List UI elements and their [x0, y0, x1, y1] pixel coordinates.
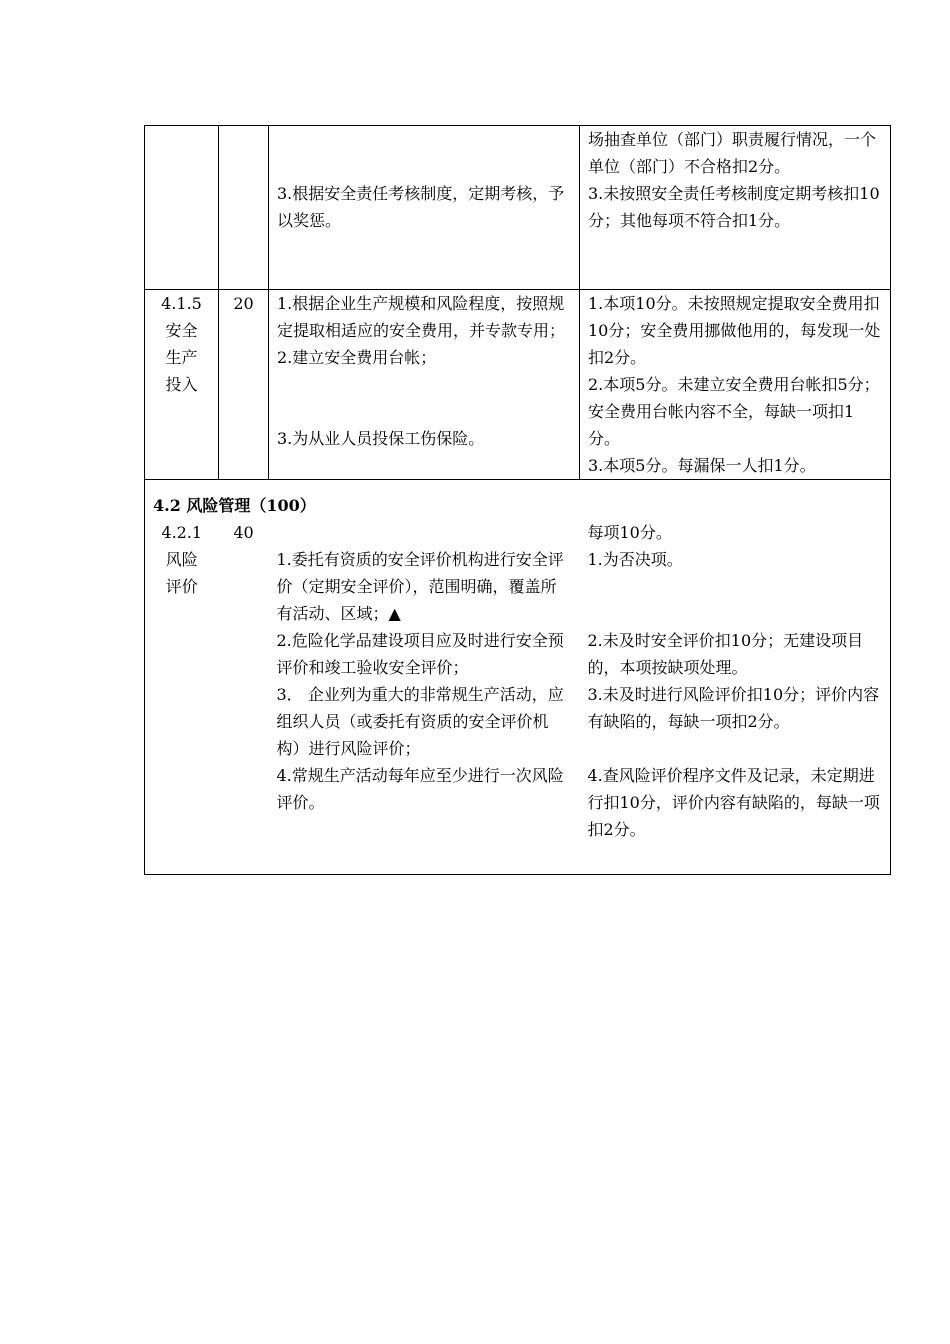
item-title-line: 风险 — [165, 550, 198, 569]
cell-score: 20 — [219, 290, 269, 480]
cell-score: 40 — [219, 519, 269, 874]
cell-scoring — [580, 290, 891, 480]
evaluation-table — [144, 125, 891, 875]
table-row-4-1-5 — [145, 290, 891, 480]
item-title-line: 投入 — [165, 375, 198, 394]
scoring-item: 4.查风险评价程序文件及记录，未定期进行扣10分，评价内容有缺陷的，每缺一项扣2分。 — [587, 766, 880, 839]
spacer — [588, 735, 883, 762]
content-item: 2.建立安全费用台帐； — [277, 348, 437, 367]
cell-score-empty — [219, 126, 269, 290]
item-title-line: 安全 — [165, 321, 198, 340]
scoring-item: 3.本项5分。每漏保一人扣1分。 — [588, 456, 816, 475]
spacer — [277, 371, 571, 425]
spacer — [277, 126, 571, 180]
scoring-item: 2.本项5分。未建立安全费用台帐扣5分；安全费用台帐内容不全，每缺一项扣1分。 — [588, 375, 880, 448]
scoring-item: 2.未及时安全评价扣10分；无建设项目的，本项按缺项处理。 — [587, 631, 864, 677]
content-item: 3． 企业列为重大的非常规生产活动，应组织人员（或委托有资质的安全评价机构）进行风险评价； — [276, 685, 564, 758]
scoring-item: 3.未及时进行风险评价扣10分；评价内容有缺陷的，每缺一项扣2分。 — [587, 685, 880, 731]
cell-item-id — [145, 290, 219, 480]
scoring-item: 每项10分。 — [587, 523, 672, 542]
cell-id-empty — [145, 126, 219, 290]
spacer — [588, 573, 883, 627]
scoring-item: 1.本项10分。未按照规定提取安全费用扣10分；安全费用挪做他用的，每发现一处扣2分。 — [588, 294, 881, 367]
content-item: 1.根据企业生产规模和风险程度，按照规定提取相适应的安全费用，并专款专用； — [277, 294, 566, 340]
cell-content — [269, 519, 580, 874]
content-item: 4.常规生产活动每年应至少进行一次风险评价。 — [276, 766, 564, 812]
cell-scoring — [580, 126, 891, 290]
table-row-4-2-1 — [145, 519, 891, 874]
cell-scoring — [580, 519, 891, 874]
item-title-line: 评价 — [165, 577, 198, 596]
content-item: 3.为从业人员投保工伤保险。 — [277, 429, 485, 448]
item-title-line: 生产 — [165, 348, 198, 367]
table-row-continued — [145, 126, 891, 290]
scoring-item: 1.为否决项。 — [587, 550, 683, 569]
cell-content — [269, 126, 580, 290]
content-item: 3.根据安全责任考核制度，定期考核，予以奖惩。 — [277, 184, 565, 230]
section-header-4-2 — [145, 480, 891, 520]
scoring-item: 场抽查单位（部门）职责履行情况，一个单位（部门）不合格扣2分。 — [588, 130, 877, 176]
section-title: 4.2 风险管理（100） — [145, 480, 891, 520]
cell-content — [269, 290, 580, 480]
item-id: 4.1.5 — [161, 294, 202, 313]
item-id: 4.2.1 — [161, 523, 203, 542]
scoring-item: 3.未按照安全责任考核制度定期考核扣10分；其他每项不符合扣1分。 — [588, 184, 880, 230]
cell-item-id — [145, 519, 219, 874]
content-item: 2.危险化学品建设项目应及时进行安全预评价和竣工验收安全评价； — [276, 631, 564, 677]
content-item: 1.委托有资质的安全评价机构进行安全评价（定期安全评价），范围明确，覆盖所有活动、区域；▲ — [276, 550, 564, 623]
